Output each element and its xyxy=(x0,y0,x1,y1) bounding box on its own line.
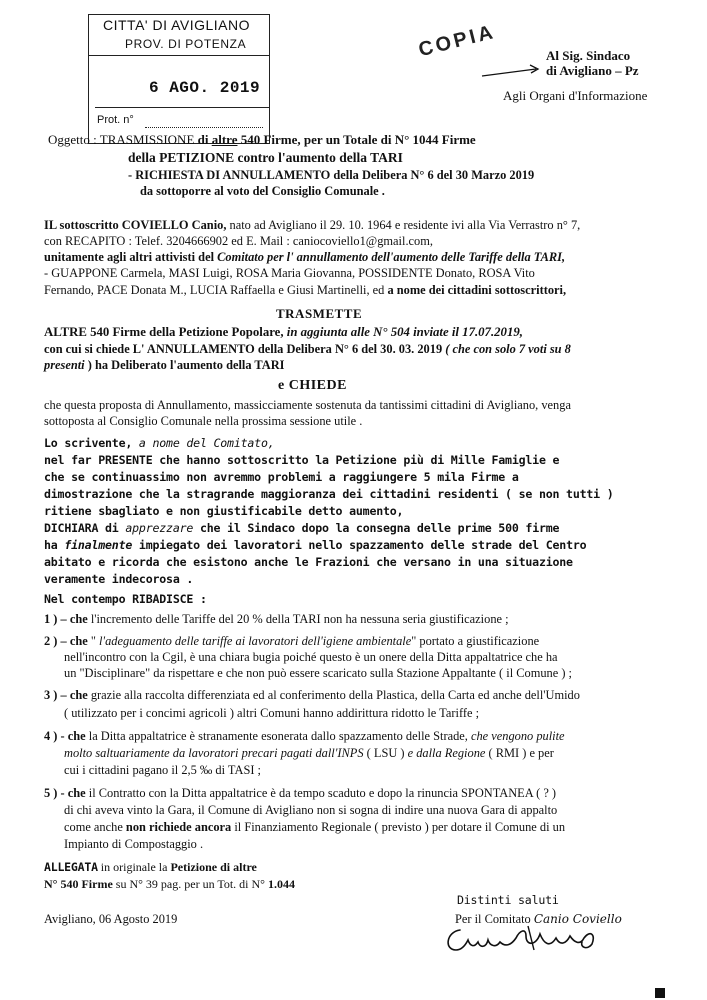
point-2-line-2: nell'incontro con la Cgil, è una chiara bugia poiché questo è un onere della Ditta appaltatrice che ha xyxy=(64,650,558,664)
point-3: 3 ) – che grazie alla raccolta differenziata ed al conferimento della Plastica, della Carta ed anche dell'Umido xyxy=(44,688,580,702)
scrivente-line-5: ritiene sbagliato e non giustificabile detto aumento, xyxy=(44,504,404,518)
proposta-line-2: sottoposta al Consiglio Comunale nella prossima sessione utile . xyxy=(44,414,363,428)
arrow-icon xyxy=(480,64,542,80)
scrivente-line-4: dimostrazione che la stragrande maggioranza dei cittadini residenti ( se non tutti ) xyxy=(44,487,614,501)
intro-line-5: Fernando, PACE Donata M., LUCIA Raffaella e Giusi Martinelli, ed a nome dei cittadini sottoscrittori, xyxy=(44,283,567,297)
scrivente-line-6: DICHIARA di apprezzare che il Sindaco dopo la consegna delle prime 500 firme xyxy=(44,521,560,535)
stamp-province: PROV. DI POTENZA xyxy=(125,37,247,51)
allegata-line-2: N° 540 Firme su N° 39 pag. per un Tot. di N° 1.044 xyxy=(44,877,295,891)
scan-mark xyxy=(655,988,665,998)
recipient-line1: Al Sig. Sindaco xyxy=(546,48,631,63)
firme-line-2: con cui si chiede L' ANNULLAMENTO della Delibera N° 6 del 30. 03. 2019 ( che con solo 7 voti su 8 xyxy=(44,342,571,356)
proposta-line-1: che questa proposta di Annullamento, massicciamente sostenuta da tantissimi cittadini di Avigliano, venga xyxy=(44,398,571,412)
scrivente-line-7: ha finalmente impiegato dei lavoratori nello spazzamento delle strade del Centro xyxy=(44,538,587,552)
recipient-organi: Agli Organi d'Informazione xyxy=(503,88,648,103)
scrivente-line-1: Lo scrivente, a nome del Comitato, xyxy=(44,436,275,450)
closing-place-date: Avigliano, 06 Agosto 2019 xyxy=(44,912,178,926)
closing-per-comitato: Per il Comitato Canio Coviello xyxy=(455,912,622,926)
point-1: 1 ) – che l'incremento delle Tariffe del 20 % della TARI non ha nessuna seria giustificazione ; xyxy=(44,612,509,626)
intro-line-2: con RECAPITO : Telef. 3204666902 ed E. Mail : caniocoviello1@gmail.com, xyxy=(44,234,433,248)
point-3-line-2: ( utilizzato per i concimi agricoli ) altri Comuni hanno addirittura ridotto le Tariffe ; xyxy=(64,706,480,720)
protocol-stamp xyxy=(88,14,270,144)
subject-line-2: della PETIZIONE contro l'aumento della TARI xyxy=(128,150,403,165)
closing-saluti: Distinti saluti xyxy=(457,893,559,907)
scrivente-line-9: veramente indecorosa . xyxy=(44,572,194,586)
intro-line-3: unitamente agli altri attivisti del Comitato per l' annullamento dell'aumento delle Tariffe della TARI, xyxy=(44,250,566,264)
point-5-line-2: di chi aveva vinto la Gara, il Comune di Avigliano non si sogna di indire una nuova Gara di appalto xyxy=(64,803,558,817)
scrivente-line-2: nel far PRESENTE che hanno sottoscritto la Petizione più di Mille Famiglie e xyxy=(44,453,560,467)
point-2: 2 ) – che " l'adeguamento delle tariffe ai lavoratori dell'igiene ambientale" portato a giustificazione xyxy=(44,634,540,648)
point-5-line-3: come anche non richiede ancora il Finanziamento Regionale ( previsto ) per dotare il Comune di un xyxy=(64,820,566,834)
point-4-line-3: cui i cittadini pagano il 2,5 ‰ di TASI ; xyxy=(64,763,262,777)
firme-line-3: presenti ) ha Deliberato l'aumento della TARI xyxy=(44,358,285,372)
handwritten-signature xyxy=(440,920,605,960)
intro-line-4: - GUAPPONE Carmela, MASI Luigi, ROSA Maria Giovanna, POSSIDENTE Donato, ROSA Vito xyxy=(44,266,535,280)
ribadisce-heading: Nel contempo RIBADISCE : xyxy=(44,592,207,606)
subject-line-4: da sottoporre al voto del Consiglio Comunale . xyxy=(140,184,385,198)
trasmette-heading: TRASMETTE xyxy=(276,306,363,321)
allegata-line-1: ALLEGATA in originale la Petizione di altre xyxy=(44,860,257,874)
point-4: 4 ) - che la Ditta appaltatrice è stranamente esonerata dallo spazzamento delle Strade, che vengono pulite xyxy=(44,729,565,743)
point-2-line-3: un "Disciplinare" da rispettare e che non può essere scaricato sulla Stazione Appaltante ( il Comune ) ; xyxy=(64,666,572,680)
point-5-line-4: Impianto di Compostaggio . xyxy=(64,837,204,851)
recipient-address xyxy=(546,48,639,78)
subject-line-1: Oggetto : TRASMISSIONE di altre 540 Firme, per un Totale di N° 1044 Firme xyxy=(48,132,476,147)
chiede-heading: e CHIEDE xyxy=(278,378,347,393)
point-4-line-2: molto saltuariamente da lavoratori precari pagati dall'INPS ( LSU ) e dalla Regione ( RMI ) e per xyxy=(64,746,554,760)
firme-line-1: ALTRE 540 Firme della Petizione Popolare, in aggiunta alle N° 504 inviate il 17.07.2019, xyxy=(44,325,523,339)
recipient-line2: di Avigliano – Pz xyxy=(546,63,639,78)
stamp-protocol: Prot. n° xyxy=(97,114,134,126)
stamp-city: CITTA' DI AVIGLIANO xyxy=(103,17,251,33)
copia-stamp: COPIA xyxy=(416,20,498,62)
intro-line-1: IL sottoscritto COVIELLO Canio, nato ad Avigliano il 29. 10. 1964 e residente ivi alla Via Verrastro n° 7, xyxy=(44,218,581,232)
scrivente-line-3: che se continuassimo non avremmo problemi a raggiungere 5 mila Firme a xyxy=(44,470,519,484)
subject-line-3: - RICHIESTA DI ANNULLAMENTO della Delibera N° 6 del 30 Marzo 2019 xyxy=(128,168,535,182)
scrivente-line-8: abitato e ricorda che esistono anche le Frazioni che versano in una situazione xyxy=(44,555,573,569)
stamp-date: 6 AGO. 2019 xyxy=(149,79,261,97)
point-5: 5 ) - che il Contratto con la Ditta appaltatrice è da tempo scaduto e dopo la rinuncia SPONTANEA ( ? ) xyxy=(44,786,557,800)
